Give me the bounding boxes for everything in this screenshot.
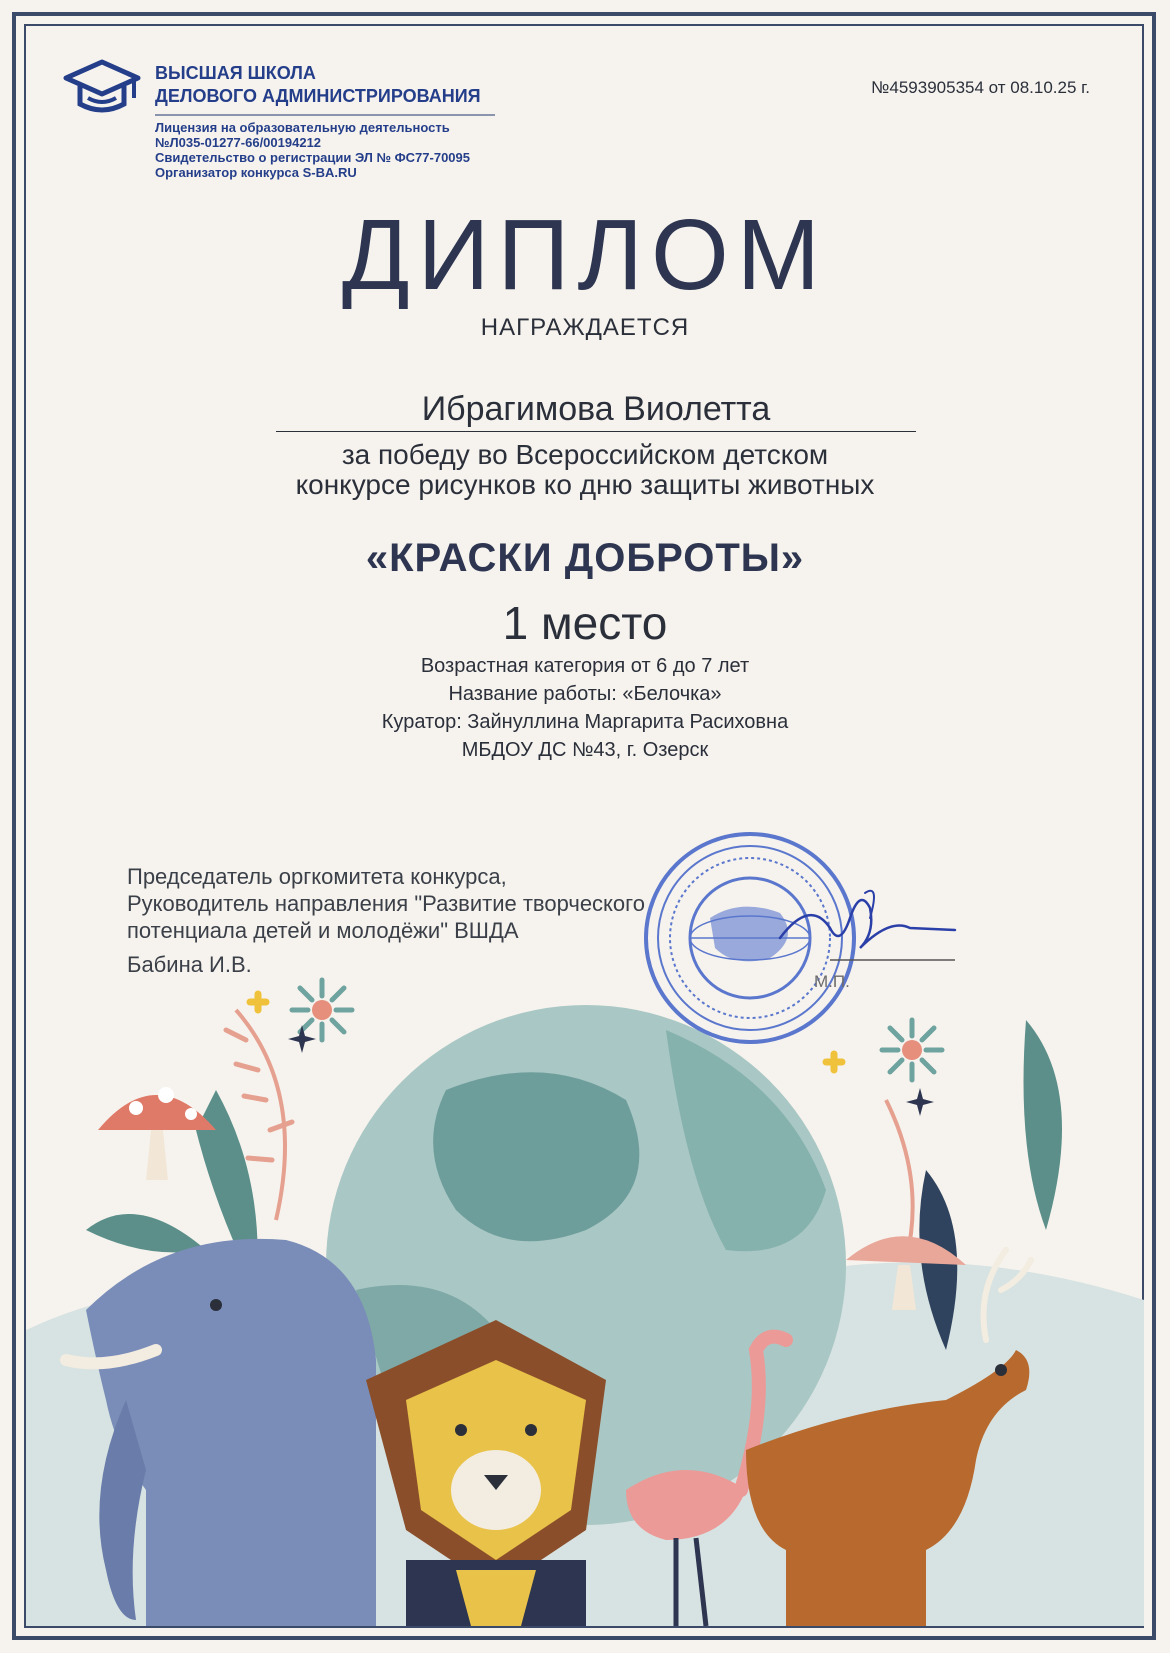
org-name-line1: ВЫСШАЯ ШКОЛА bbox=[155, 63, 316, 83]
graduation-cap-logo-icon bbox=[62, 58, 142, 120]
contest-name: «КРАСКИ ДОБРОТЫ» bbox=[365, 536, 805, 580]
handwritten-signature bbox=[770, 878, 960, 968]
signatory-line1: Председатель оргкомитета конкурса, bbox=[127, 864, 507, 889]
registration-line: Свидетельство о регистрации ЭЛ № ФС77-70095 bbox=[155, 150, 470, 165]
recipient-name: Ибрагимова Виолетта bbox=[276, 390, 916, 432]
license-line2: №Л035-01277-66/00194212 bbox=[155, 135, 322, 150]
org-name-line2: ДЕЛОВОГО АДМИНИСТРИРОВАНИЯ bbox=[155, 86, 481, 106]
place-award: 1 место bbox=[502, 597, 668, 649]
award-details bbox=[0, 652, 1170, 764]
work-title: Название работы: «Белочка» bbox=[448, 683, 722, 705]
reason-line2: конкурсе рисунков ко дню защиты животных bbox=[295, 469, 875, 500]
plus-decor-right bbox=[826, 1054, 842, 1070]
signatory-name: Бабина И.В. bbox=[127, 952, 252, 977]
plus-decor-left bbox=[250, 994, 266, 1010]
star-decor-left bbox=[288, 1025, 316, 1053]
signatory-line2: Руководитель направления "Развитие творческого bbox=[127, 891, 645, 916]
organization-meta bbox=[155, 120, 535, 180]
awarded-subtitle: НАГРАЖДАЕТСЯ bbox=[480, 314, 690, 341]
organization-name bbox=[155, 62, 495, 116]
reason-line1: за победу во Всероссийском детском bbox=[341, 439, 829, 470]
stamp-placeholder-label: М.П. bbox=[814, 972, 850, 991]
institution: МБДОУ ДС №43, г. Озерск bbox=[461, 739, 709, 761]
signatory-title bbox=[127, 863, 727, 944]
curator: Куратор: Зайнуллина Маргарита Расиховна bbox=[381, 711, 789, 733]
license-line1: Лицензия на образовательную деятельность bbox=[155, 120, 450, 135]
award-reason bbox=[0, 440, 1170, 500]
animals-illustration bbox=[26, 930, 1144, 1626]
document-number: №4593905354 от 08.10.25 г. bbox=[871, 78, 1090, 97]
flower-decor-right bbox=[882, 1020, 942, 1080]
organizer-line: Организатор конкурса S-BA.RU bbox=[155, 165, 357, 180]
diploma-title: ДИПЛОМ bbox=[341, 199, 829, 311]
signatory-line3: потенциала детей и молодёжи" ВШДА bbox=[127, 918, 519, 943]
star-decor-right bbox=[906, 1088, 934, 1116]
age-category: Возрастная категория от 6 до 7 лет bbox=[420, 655, 750, 677]
